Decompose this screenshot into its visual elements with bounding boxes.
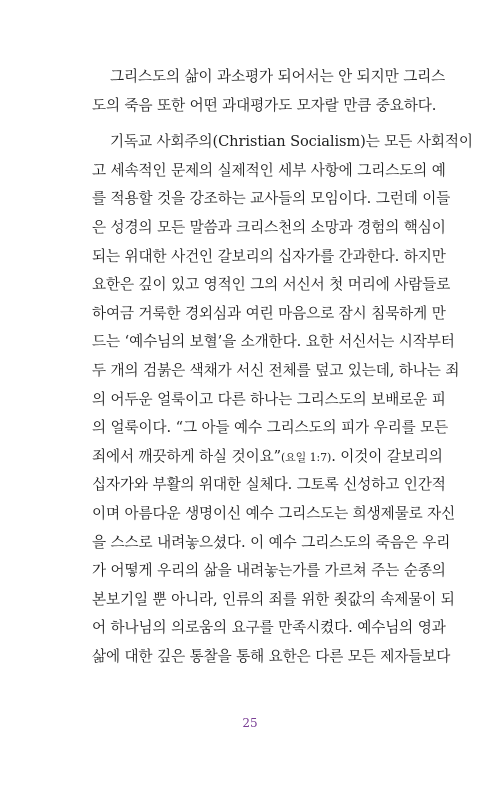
line-segment: 죄에서 깨끗하게 하실 것이요” xyxy=(92,447,281,465)
text-line: 은 성경의 모든 말씀과 크리스천의 소망과 경험의 핵심이 xyxy=(92,218,446,236)
text-line: 되는 위대한 사건인 갈보리의 십자가를 간과한다. 하지만 xyxy=(92,247,446,265)
text-line: 요한은 깊이 있고 영적인 그의 서신서 첫 머리에 사람들로 xyxy=(92,276,451,294)
text-line: 이며 아름다운 생명이신 예수 그리스도는 희생제물로 자신 xyxy=(92,504,456,522)
text-line: 그리스도의 삶이 과소평가 되어서는 안 되지만 그리스 xyxy=(110,68,446,85)
line-segment: . 이것이 갈보리의 xyxy=(331,447,443,465)
text-line: 가 어떻게 우리의 삶을 내려놓는가를 가르쳐 주는 순종의 xyxy=(92,562,446,580)
paragraph-2 xyxy=(92,128,473,671)
text-line: 삶에 대한 깊은 통찰을 통해 요한은 다른 모든 제자들보다 xyxy=(92,647,451,665)
text-line: 드는 ‘예수님의 보혈’을 소개한다. 요한 서신서는 시작부터 xyxy=(92,333,455,351)
page-number: 25 xyxy=(242,716,258,730)
text-line: 두 개의 검붉은 색채가 서신 전체를 덮고 있는데, 하나는 죄 xyxy=(92,361,460,379)
text-line: 십자가와 부활의 위대한 실체다. 그토록 신성하고 인간적 xyxy=(92,476,446,494)
text-line: 를 적용할 것을 강조하는 교사들의 모임이다. 그런데 이들 xyxy=(92,190,451,208)
text-line-with-reference xyxy=(92,443,443,472)
text-line: 을 스스로 내려놓으셨다. 이 예수 그리스도의 죽음은 우리 xyxy=(92,533,451,551)
scripture-reference: (요일 1:7) xyxy=(280,450,332,464)
text-line: 본보기일 뿐 아니라, 인류의 죄를 위한 죗값의 속제물이 되 xyxy=(92,590,455,608)
text-line: 하여금 거룩한 경외심과 여린 마음으로 잠시 침묵하게 만 xyxy=(92,304,446,322)
text-line: 어 하나님의 의로움의 요구를 만족시켰다. 예수님의 영과 xyxy=(92,619,446,637)
text-line: 고 세속적인 문제의 실제적인 세부 사항에 그리스도의 예 xyxy=(92,161,446,179)
paragraph-1 xyxy=(92,63,446,120)
text-line: 도의 죽음 또한 어떤 과대평가도 모자랄 만큼 중요하다. xyxy=(92,96,437,114)
body-text xyxy=(92,63,473,679)
text-line: 기독교 사회주의(Christian Socialism)는 모든 사회적이 xyxy=(110,133,473,151)
text-line: 의 어두운 얼룩이고 다른 하나는 그리스도의 보배로운 피 xyxy=(92,390,446,408)
text-line: 의 얼룩이다. “그 아들 예수 그리스도의 피가 우리를 모든 xyxy=(92,419,449,437)
